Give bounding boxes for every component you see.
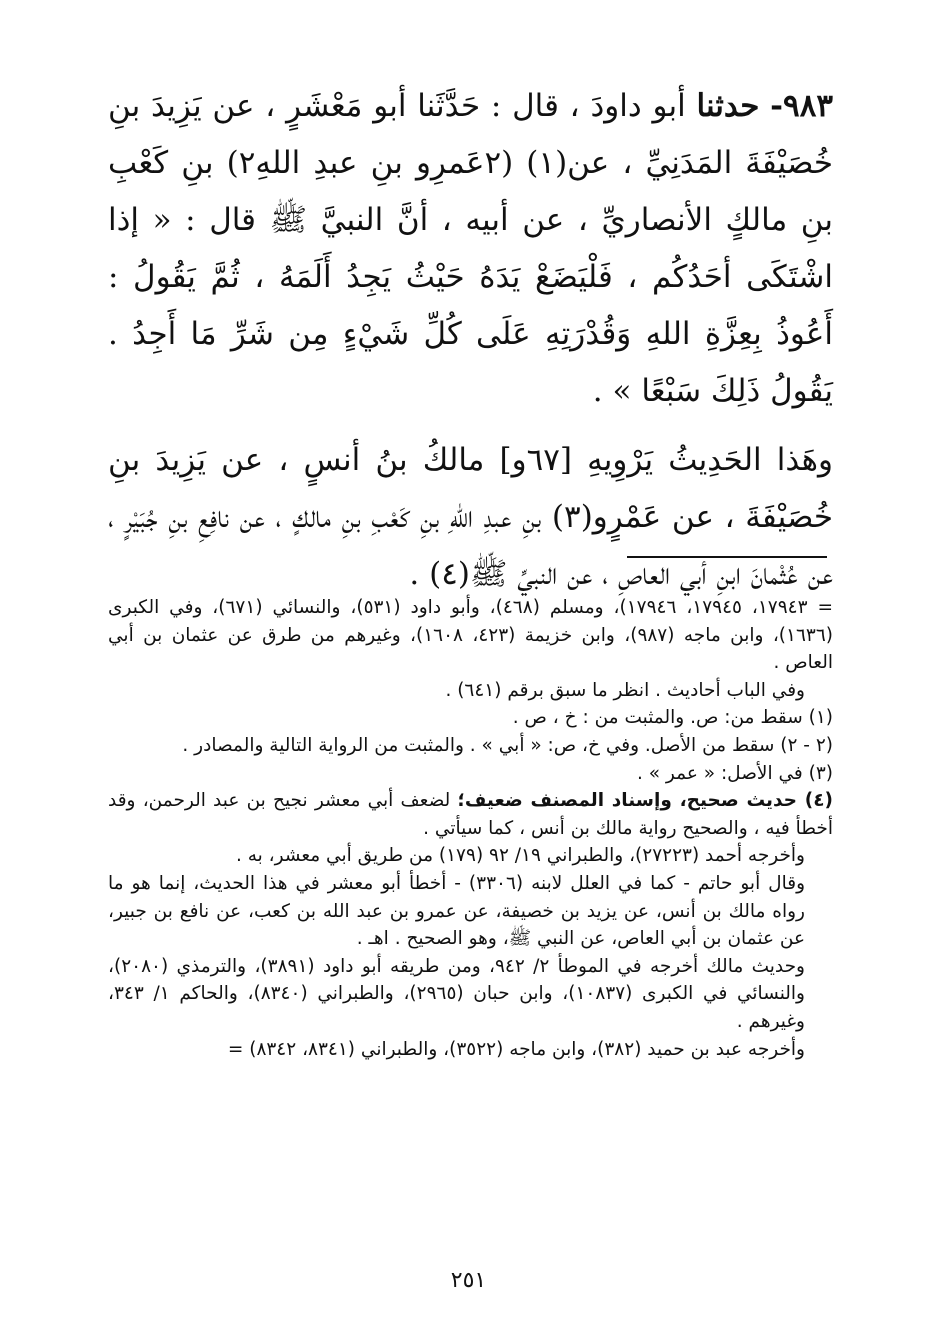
footnote-1: (١) سقط من: ص. والمثبت من : خ ، ص .	[512, 707, 833, 729]
footnote-continuation-see-also: وفي الباب أحاديث . انظر ما سبق برقم (٦٤١) .	[445, 679, 805, 701]
footnote-4-paragraph: وأخرجه أحمد (٢٧٢٢٣)، والطبراني ١٩/ ٩٢ (١٧٩) من طريق أبي معشر، به .	[235, 845, 805, 867]
hadith-number: ٩٨٣-	[770, 88, 833, 124]
footnote-4	[108, 787, 833, 842]
hadith-lead-word: حدثنا	[696, 88, 760, 124]
footnote-4-paragraph: وأخرجه عبد بن حميد (٣٨٢)، وابن ماجه (٣٥٢٢)، والطبراني (٨٣٤١، ٨٣٤٢) =	[227, 1038, 805, 1060]
hadith-paragraph-2: وهَذا الحَدِيثُ يَرْوِيهِ [٦٧و] مالكُ بنُ أنسٍ ، عن يَزِيدَ بنِ خُصَيْفَةَ ، عن عَمْرٍو(٣) بنِ عبدِ اللهِ بنِ كَعْبِ بنِ مالكٍ ، عن نافِعِ بنِ جُبَيْرٍ ، عن عُثْمانَ ابنِ أبي العاصِ ، عن النبيِّ ﷺ(٤) .	[108, 442, 834, 592]
footnote-3: (٣) في الأصل: « عمر » .	[636, 762, 833, 784]
footnote-2: (٢ - ٢) سقط من الأصل. وفي خ، ص: « أبي » . والمثبت من الرواية التالية والمصادر .	[182, 734, 833, 756]
footnote-4-paragraph: وحديث مالك أخرجه في الموطأ ٢/ ٩٤٢، ومن طريقه أبو داود (٣٨٩١)، والترمذي (٢٠٨٠)، والنسائي في الكبرى (١٠٨٣٧)، وابن حبان (٢٩٦٥)، والطبراني (٨٣٤٠)، والحاكم ١/ ٣٤٣، وغيرهم .	[108, 955, 805, 1032]
footnote-continuation: = ١٧٩٤٣، ١٧٩٤٥، ١٧٩٤٦)، ومسلم (٤٦٨)، وأبو داود (٥٣١)، والنسائي (٦٧١)، وفي الكبرى (١٦٣٦)، وابن ماجه (٩٨٧)، وابن خزيمة (٤٢٣، ١٦٠٨)، وغيرهم من طرق عن عثمان بن أبي العاص .	[108, 597, 833, 674]
main-text	[108, 78, 833, 603]
footnote-4-text: لضعف أبي معشر نجيح بن عبد الرحمن، وقد أخطأ فيه ، والصحيح رواية مالك بن أنس ، كما سيأتي .	[108, 790, 833, 839]
footnote-4-paragraph: وقال أبو حاتم - كما في العلل لابنه (٣٣٠٦) - أخطأ أبو معشر في هذا الحديث، إنما هو ما رواه مالك بن أنس، عن يزيد بن خصيفة، عن عمرو بن عبد الله بن كعب، عن نافع بن جبير، عن عثمان بن أبي العاص، عن النبي ﷺ، وهو الصحيح . اهـ .	[108, 872, 805, 950]
page-number: ٢٥١	[450, 1268, 487, 1293]
footnote-separator	[627, 556, 827, 558]
hadith-text: أبو داودَ ، قال : حَدَّثَنا أبو مَعْشَرٍ ، عن يَزِيدَ بنِ خُصَيْفَةَ المَدَنِيِّ ، عن(١) (٢عَمرِو بنِ عبدِ اللهِ٢) بنِ كَعْبِ بنِ مالكٍ الأنصاريِّ ، عن أبيه ، أنَّ النبيَّ ﷺ قال : « إذا اشْتَكَى أحَدُكُم ، فَلْيَضَعْ يَدَهُ حَيْثُ يَجِدُ أَلَمَهُ ، ثُمَّ يَقُولُ : أَعُوذُ بِعِزَّةِ اللهِ وَقُدْرَتِهِ عَلَى كُلِّ شَيْءٍ مِن شَرِّ مَا أَجِدُ . يَقُولُ ذَلِكَ سَبْعًا » .	[108, 88, 833, 409]
footnote-4-grading: (٤) حديث صحيح، وإسناد المصنف ضعيف؛	[457, 790, 833, 812]
footnotes	[108, 594, 833, 1063]
hadith-paragraph-1	[108, 78, 833, 420]
